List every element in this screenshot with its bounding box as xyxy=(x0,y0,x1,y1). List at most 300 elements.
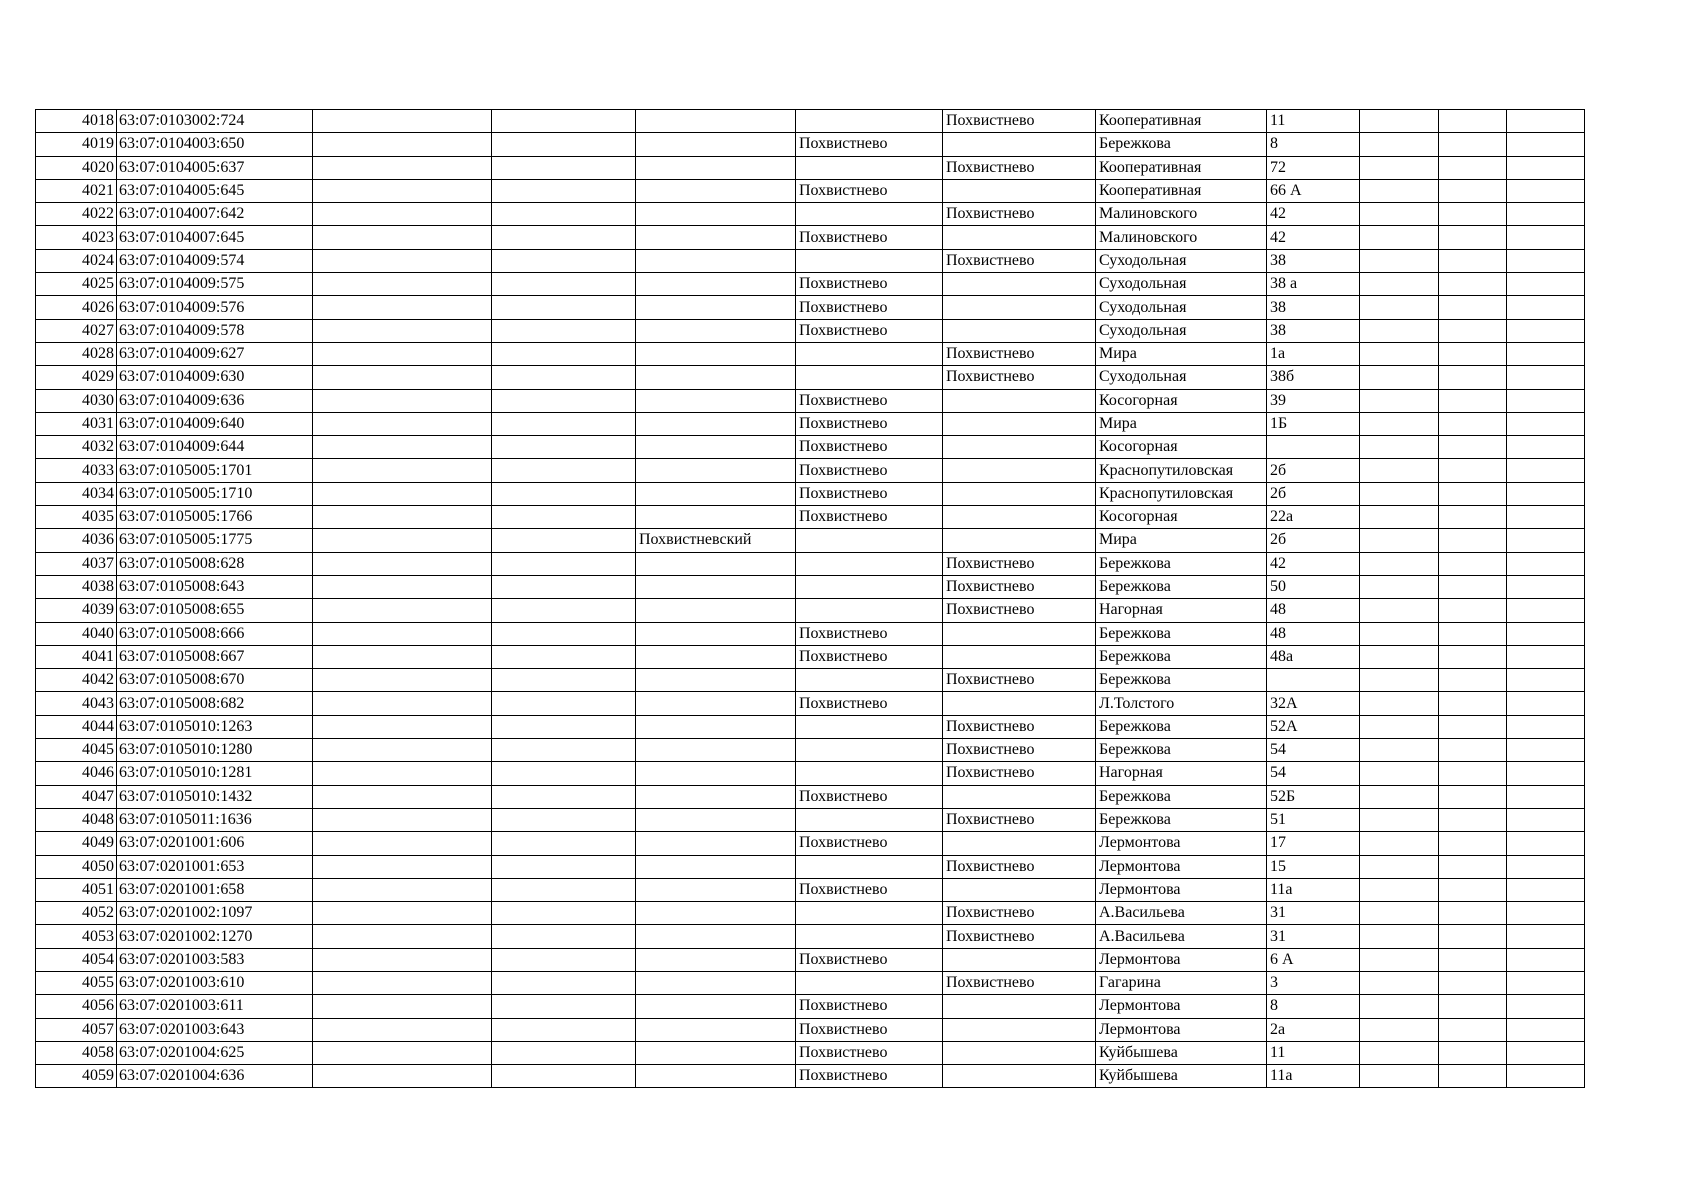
cell-col-12 xyxy=(1507,808,1585,831)
cell-city-a xyxy=(796,762,943,785)
cell-col-12 xyxy=(1507,506,1585,529)
cell-row-number: 4032 xyxy=(36,436,117,459)
cell-district xyxy=(636,110,796,133)
cell-col-12 xyxy=(1507,785,1585,808)
table-row xyxy=(36,459,1585,482)
cell-col-3 xyxy=(313,273,492,296)
cell-col-4 xyxy=(492,412,636,435)
cell-col-3 xyxy=(313,902,492,925)
cell-city-b: Похвистнево xyxy=(943,762,1096,785)
cell-city-b xyxy=(943,1041,1096,1064)
cell-col-3 xyxy=(313,785,492,808)
cell-col-12 xyxy=(1507,575,1585,598)
cell-col-11 xyxy=(1439,249,1507,272)
cell-district xyxy=(636,948,796,971)
table-row xyxy=(36,1018,1585,1041)
cell-street: Лермонтова xyxy=(1096,832,1267,855)
cell-city-a: Похвистнево xyxy=(796,273,943,296)
cell-col-4 xyxy=(492,552,636,575)
cell-col-12 xyxy=(1507,436,1585,459)
cell-col-10 xyxy=(1360,179,1439,202)
cell-col-4 xyxy=(492,133,636,156)
table-row xyxy=(36,715,1585,738)
cell-house-number: 17 xyxy=(1267,832,1360,855)
cell-house-number: 3 xyxy=(1267,971,1360,994)
cell-col-3 xyxy=(313,110,492,133)
cell-row-number: 4052 xyxy=(36,902,117,925)
cell-col-11 xyxy=(1439,156,1507,179)
cell-district xyxy=(636,645,796,668)
cell-district xyxy=(636,342,796,365)
cell-cadastral-number: 63:07:0104009:640 xyxy=(117,412,313,435)
cell-city-a xyxy=(796,808,943,831)
cell-col-10 xyxy=(1360,459,1439,482)
cell-street: Лермонтова xyxy=(1096,995,1267,1018)
cell-row-number: 4057 xyxy=(36,1018,117,1041)
cell-street: Бережкова xyxy=(1096,645,1267,668)
cell-col-10 xyxy=(1360,226,1439,249)
cell-col-4 xyxy=(492,832,636,855)
cell-col-12 xyxy=(1507,878,1585,901)
cell-col-10 xyxy=(1360,622,1439,645)
cell-col-11 xyxy=(1439,808,1507,831)
cell-city-a: Похвистнево xyxy=(796,785,943,808)
table-row xyxy=(36,925,1585,948)
cell-row-number: 4055 xyxy=(36,971,117,994)
cell-house-number: 42 xyxy=(1267,226,1360,249)
cell-row-number: 4019 xyxy=(36,133,117,156)
cell-col-11 xyxy=(1439,692,1507,715)
cell-house-number: 2а xyxy=(1267,1018,1360,1041)
cell-col-3 xyxy=(313,529,492,552)
cell-col-4 xyxy=(492,622,636,645)
cell-col-3 xyxy=(313,366,492,389)
cell-col-12 xyxy=(1507,739,1585,762)
cell-city-a: Похвистнево xyxy=(796,133,943,156)
cell-city-a xyxy=(796,203,943,226)
table-row xyxy=(36,622,1585,645)
cell-city-a xyxy=(796,902,943,925)
cell-col-10 xyxy=(1360,110,1439,133)
cell-city-b: Похвистнево xyxy=(943,110,1096,133)
cell-house-number: 66 А xyxy=(1267,179,1360,202)
cell-city-b xyxy=(943,878,1096,901)
cell-city-a xyxy=(796,599,943,622)
table-row xyxy=(36,878,1585,901)
cell-col-4 xyxy=(492,273,636,296)
cell-district xyxy=(636,785,796,808)
cell-col-4 xyxy=(492,902,636,925)
cell-district xyxy=(636,902,796,925)
cell-city-b xyxy=(943,226,1096,249)
cell-col-3 xyxy=(313,1041,492,1064)
cell-district xyxy=(636,808,796,831)
cell-city-b xyxy=(943,1018,1096,1041)
cell-district xyxy=(636,925,796,948)
cell-col-12 xyxy=(1507,273,1585,296)
cell-col-10 xyxy=(1360,669,1439,692)
cell-city-a: Похвистнево xyxy=(796,412,943,435)
cell-col-11 xyxy=(1439,296,1507,319)
cell-col-12 xyxy=(1507,366,1585,389)
cell-city-b: Похвистнево xyxy=(943,366,1096,389)
cell-city-b: Похвистнево xyxy=(943,599,1096,622)
cell-city-a: Похвистнево xyxy=(796,948,943,971)
cell-street: Куйбышева xyxy=(1096,1065,1267,1088)
cell-col-12 xyxy=(1507,389,1585,412)
cell-cadastral-number: 63:07:0201003:643 xyxy=(117,1018,313,1041)
table-row xyxy=(36,273,1585,296)
cell-row-number: 4027 xyxy=(36,319,117,342)
cell-house-number: 22а xyxy=(1267,506,1360,529)
cell-cadastral-number: 63:07:0201002:1097 xyxy=(117,902,313,925)
cell-cadastral-number: 63:07:0104009:644 xyxy=(117,436,313,459)
cell-street: Суходольная xyxy=(1096,273,1267,296)
cell-city-b: Похвистнево xyxy=(943,342,1096,365)
cell-district: Похвистневский xyxy=(636,529,796,552)
cell-house-number: 2б xyxy=(1267,482,1360,505)
cell-street: Косогорная xyxy=(1096,389,1267,412)
cell-street: Бережкова xyxy=(1096,552,1267,575)
cell-house-number: 38 а xyxy=(1267,273,1360,296)
cell-row-number: 4022 xyxy=(36,203,117,226)
cell-col-10 xyxy=(1360,808,1439,831)
cell-city-b xyxy=(943,133,1096,156)
cell-col-10 xyxy=(1360,366,1439,389)
cell-city-a: Похвистнево xyxy=(796,319,943,342)
cell-col-4 xyxy=(492,156,636,179)
cell-house-number: 38 xyxy=(1267,249,1360,272)
cell-district xyxy=(636,1065,796,1088)
cell-col-4 xyxy=(492,319,636,342)
cell-street: Лермонтова xyxy=(1096,855,1267,878)
cell-house-number: 38 xyxy=(1267,319,1360,342)
cell-col-4 xyxy=(492,971,636,994)
cell-col-3 xyxy=(313,506,492,529)
cell-col-10 xyxy=(1360,412,1439,435)
cell-col-4 xyxy=(492,459,636,482)
cell-col-4 xyxy=(492,739,636,762)
cell-col-11 xyxy=(1439,482,1507,505)
cell-col-3 xyxy=(313,179,492,202)
cell-col-10 xyxy=(1360,319,1439,342)
cell-col-3 xyxy=(313,971,492,994)
cell-city-b: Похвистнево xyxy=(943,249,1096,272)
cell-cadastral-number: 63:07:0105005:1775 xyxy=(117,529,313,552)
cell-col-12 xyxy=(1507,529,1585,552)
cell-col-11 xyxy=(1439,110,1507,133)
cell-row-number: 4045 xyxy=(36,739,117,762)
cell-col-3 xyxy=(313,808,492,831)
cell-col-10 xyxy=(1360,1065,1439,1088)
cell-row-number: 4020 xyxy=(36,156,117,179)
cell-col-10 xyxy=(1360,482,1439,505)
table-row xyxy=(36,296,1585,319)
cell-house-number: 38 xyxy=(1267,296,1360,319)
table-row xyxy=(36,645,1585,668)
cell-col-11 xyxy=(1439,366,1507,389)
cell-col-10 xyxy=(1360,296,1439,319)
cell-city-a xyxy=(796,925,943,948)
cell-city-b: Похвистнево xyxy=(943,552,1096,575)
table-row xyxy=(36,482,1585,505)
cell-cadastral-number: 63:07:0201004:625 xyxy=(117,1041,313,1064)
cell-col-10 xyxy=(1360,436,1439,459)
cell-district xyxy=(636,855,796,878)
cell-street: Кооперативная xyxy=(1096,110,1267,133)
cell-city-b xyxy=(943,179,1096,202)
cell-district xyxy=(636,482,796,505)
cell-district xyxy=(636,203,796,226)
cell-cadastral-number: 63:07:0104005:637 xyxy=(117,156,313,179)
cell-cadastral-number: 63:07:0104005:645 xyxy=(117,179,313,202)
cell-street: Краснопутиловская xyxy=(1096,459,1267,482)
cell-col-3 xyxy=(313,855,492,878)
cell-house-number: 42 xyxy=(1267,552,1360,575)
cell-col-4 xyxy=(492,878,636,901)
cell-col-12 xyxy=(1507,552,1585,575)
cell-col-11 xyxy=(1439,971,1507,994)
cell-col-10 xyxy=(1360,133,1439,156)
cell-street: Бережкова xyxy=(1096,808,1267,831)
cell-col-10 xyxy=(1360,762,1439,785)
cell-cadastral-number: 63:07:0105010:1281 xyxy=(117,762,313,785)
cell-district xyxy=(636,459,796,482)
cell-city-a: Похвистнево xyxy=(796,622,943,645)
cell-row-number: 4043 xyxy=(36,692,117,715)
cell-col-4 xyxy=(492,482,636,505)
cell-row-number: 4047 xyxy=(36,785,117,808)
table-row xyxy=(36,855,1585,878)
cell-cadastral-number: 63:07:0105008:655 xyxy=(117,599,313,622)
cell-col-10 xyxy=(1360,995,1439,1018)
cell-city-b: Похвистнево xyxy=(943,575,1096,598)
cell-district xyxy=(636,296,796,319)
cell-col-4 xyxy=(492,948,636,971)
cell-col-10 xyxy=(1360,506,1439,529)
cell-col-12 xyxy=(1507,133,1585,156)
cell-cadastral-number: 63:07:0201003:611 xyxy=(117,995,313,1018)
cell-col-11 xyxy=(1439,506,1507,529)
table-row xyxy=(36,552,1585,575)
cell-city-b: Похвистнево xyxy=(943,855,1096,878)
cell-col-4 xyxy=(492,995,636,1018)
cell-col-4 xyxy=(492,226,636,249)
cell-col-11 xyxy=(1439,855,1507,878)
cell-col-11 xyxy=(1439,739,1507,762)
cell-col-10 xyxy=(1360,645,1439,668)
cell-cadastral-number: 63:07:0104009:630 xyxy=(117,366,313,389)
cell-city-a: Похвистнево xyxy=(796,878,943,901)
cell-city-a xyxy=(796,739,943,762)
cell-house-number: 31 xyxy=(1267,925,1360,948)
cell-district xyxy=(636,575,796,598)
cell-col-4 xyxy=(492,1041,636,1064)
cell-city-a xyxy=(796,366,943,389)
cell-city-b xyxy=(943,459,1096,482)
cell-col-11 xyxy=(1439,599,1507,622)
cell-col-3 xyxy=(313,669,492,692)
cell-row-number: 4034 xyxy=(36,482,117,505)
table-row xyxy=(36,692,1585,715)
cell-city-b xyxy=(943,296,1096,319)
cell-house-number: 6 А xyxy=(1267,948,1360,971)
cell-district xyxy=(636,995,796,1018)
cell-house-number: 32А xyxy=(1267,692,1360,715)
cell-cadastral-number: 63:07:0104009:578 xyxy=(117,319,313,342)
cell-row-number: 4029 xyxy=(36,366,117,389)
table-row xyxy=(36,249,1585,272)
cell-col-3 xyxy=(313,832,492,855)
cell-city-b xyxy=(943,529,1096,552)
cell-district xyxy=(636,692,796,715)
cell-city-a xyxy=(796,342,943,365)
cell-cadastral-number: 63:07:0103002:724 xyxy=(117,110,313,133)
cell-row-number: 4025 xyxy=(36,273,117,296)
cell-house-number: 42 xyxy=(1267,203,1360,226)
table-row xyxy=(36,599,1585,622)
cell-col-4 xyxy=(492,296,636,319)
cell-cadastral-number: 63:07:0104009:575 xyxy=(117,273,313,296)
cell-col-11 xyxy=(1439,552,1507,575)
cell-col-10 xyxy=(1360,599,1439,622)
cell-cadastral-number: 63:07:0105008:628 xyxy=(117,552,313,575)
table-row xyxy=(36,412,1585,435)
cell-col-10 xyxy=(1360,156,1439,179)
cell-street: Суходольная xyxy=(1096,296,1267,319)
cell-cadastral-number: 63:07:0105008:643 xyxy=(117,575,313,598)
cell-house-number: 11а xyxy=(1267,1065,1360,1088)
table-row xyxy=(36,319,1585,342)
cell-city-b: Похвистнево xyxy=(943,156,1096,179)
cell-col-10 xyxy=(1360,1018,1439,1041)
cell-row-number: 4051 xyxy=(36,878,117,901)
cell-city-b: Похвистнево xyxy=(943,739,1096,762)
cell-city-b: Похвистнево xyxy=(943,203,1096,226)
cell-col-10 xyxy=(1360,273,1439,296)
cell-district xyxy=(636,739,796,762)
table-row xyxy=(36,575,1585,598)
cell-col-10 xyxy=(1360,249,1439,272)
cell-col-11 xyxy=(1439,529,1507,552)
cell-street: Бережкова xyxy=(1096,133,1267,156)
cell-house-number: 15 xyxy=(1267,855,1360,878)
cell-col-11 xyxy=(1439,436,1507,459)
cell-col-11 xyxy=(1439,878,1507,901)
cell-col-3 xyxy=(313,878,492,901)
cell-city-a: Похвистнево xyxy=(796,389,943,412)
cell-col-12 xyxy=(1507,203,1585,226)
cell-city-a: Похвистнево xyxy=(796,506,943,529)
cell-col-4 xyxy=(492,389,636,412)
cell-col-3 xyxy=(313,436,492,459)
cell-house-number: 8 xyxy=(1267,133,1360,156)
cell-street: Бережкова xyxy=(1096,785,1267,808)
cell-col-3 xyxy=(313,1065,492,1088)
cell-col-12 xyxy=(1507,622,1585,645)
cell-street: Бережкова xyxy=(1096,669,1267,692)
cell-city-a xyxy=(796,156,943,179)
cell-col-11 xyxy=(1439,785,1507,808)
cell-city-a: Похвистнево xyxy=(796,179,943,202)
cell-cadastral-number: 63:07:0104003:650 xyxy=(117,133,313,156)
cell-col-4 xyxy=(492,599,636,622)
cell-row-number: 4046 xyxy=(36,762,117,785)
cell-district xyxy=(636,156,796,179)
cell-col-3 xyxy=(313,762,492,785)
cell-col-11 xyxy=(1439,762,1507,785)
cell-col-10 xyxy=(1360,739,1439,762)
cell-street: Бережкова xyxy=(1096,715,1267,738)
cell-city-b xyxy=(943,692,1096,715)
cell-street: Малиновского xyxy=(1096,203,1267,226)
table-row xyxy=(36,1041,1585,1064)
cell-street: Лермонтова xyxy=(1096,1018,1267,1041)
cell-col-10 xyxy=(1360,925,1439,948)
cell-col-11 xyxy=(1439,389,1507,412)
cell-city-b: Похвистнево xyxy=(943,971,1096,994)
cell-row-number: 4042 xyxy=(36,669,117,692)
cell-cadastral-number: 63:07:0104009:627 xyxy=(117,342,313,365)
cell-col-10 xyxy=(1360,971,1439,994)
cell-col-12 xyxy=(1507,902,1585,925)
cell-col-3 xyxy=(313,622,492,645)
cell-cadastral-number: 63:07:0104009:574 xyxy=(117,249,313,272)
cell-col-12 xyxy=(1507,319,1585,342)
cell-col-4 xyxy=(492,436,636,459)
cell-city-b xyxy=(943,436,1096,459)
cell-col-4 xyxy=(492,529,636,552)
cell-house-number: 2б xyxy=(1267,459,1360,482)
cell-house-number: 50 xyxy=(1267,575,1360,598)
cell-col-12 xyxy=(1507,156,1585,179)
cell-col-11 xyxy=(1439,925,1507,948)
cell-col-11 xyxy=(1439,459,1507,482)
cell-col-3 xyxy=(313,389,492,412)
cell-col-12 xyxy=(1507,832,1585,855)
table-row xyxy=(36,506,1585,529)
cell-col-10 xyxy=(1360,529,1439,552)
cell-cadastral-number: 63:07:0201004:636 xyxy=(117,1065,313,1088)
cell-house-number: 11 xyxy=(1267,110,1360,133)
cell-col-12 xyxy=(1507,482,1585,505)
cell-city-a: Похвистнево xyxy=(796,296,943,319)
cell-district xyxy=(636,179,796,202)
table-row xyxy=(36,110,1585,133)
cell-row-number: 4048 xyxy=(36,808,117,831)
cell-row-number: 4041 xyxy=(36,645,117,668)
cell-row-number: 4059 xyxy=(36,1065,117,1088)
cell-col-12 xyxy=(1507,645,1585,668)
table-row xyxy=(36,785,1585,808)
cell-district xyxy=(636,366,796,389)
cell-district xyxy=(636,249,796,272)
table-row xyxy=(36,669,1585,692)
cell-col-10 xyxy=(1360,342,1439,365)
cell-cadastral-number: 63:07:0104009:576 xyxy=(117,296,313,319)
cell-house-number: 2б xyxy=(1267,529,1360,552)
cell-street: Мира xyxy=(1096,529,1267,552)
cell-city-b xyxy=(943,785,1096,808)
cell-row-number: 4035 xyxy=(36,506,117,529)
cell-city-b xyxy=(943,319,1096,342)
cell-col-11 xyxy=(1439,226,1507,249)
cell-col-3 xyxy=(313,692,492,715)
cell-col-12 xyxy=(1507,669,1585,692)
cell-city-b xyxy=(943,273,1096,296)
cell-col-4 xyxy=(492,179,636,202)
cell-street: Суходольная xyxy=(1096,249,1267,272)
